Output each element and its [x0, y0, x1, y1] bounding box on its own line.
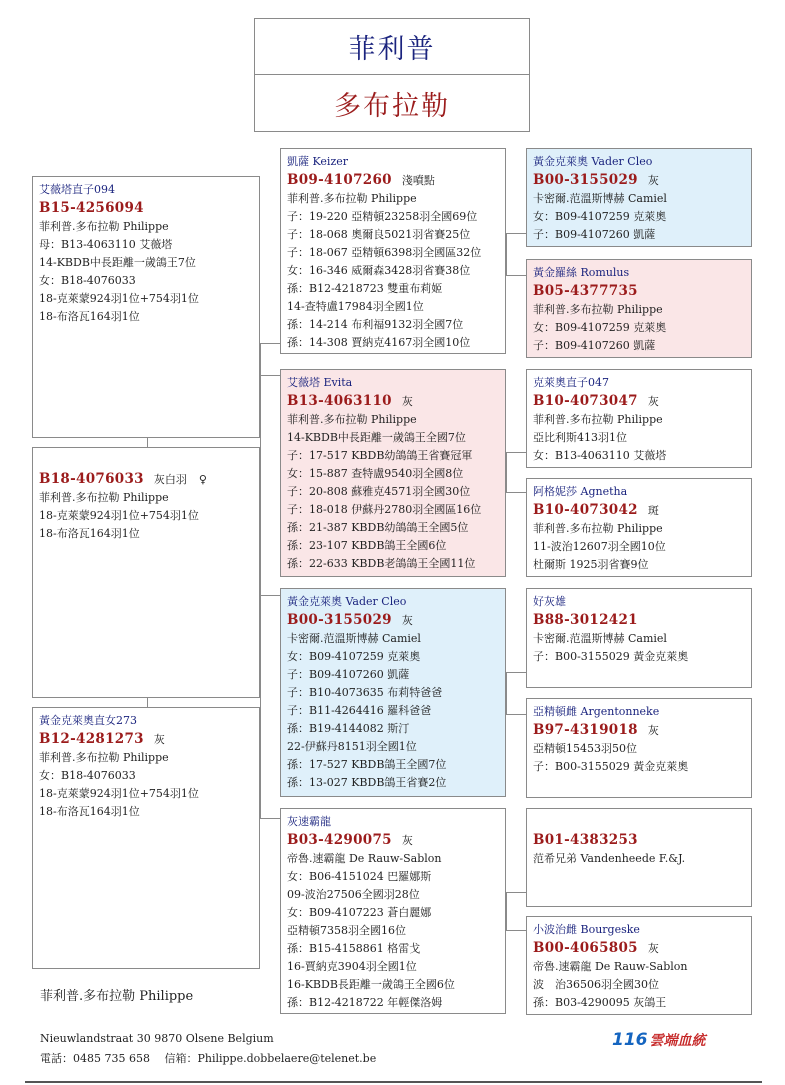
detail-line: 亞比利斯413羽1位	[533, 431, 627, 444]
connector	[506, 492, 526, 493]
detail-line: 子：19-220 亞精頓23258羽全國69位	[287, 210, 478, 223]
detail-line: 女：15-887 查特盧9540羽全國8位	[287, 467, 464, 480]
detail-line: 16-KBDB長距離一歲鴿王全國6位	[287, 978, 455, 991]
detail-line: 杜爾斯 1925羽省賽9位	[533, 558, 649, 571]
ring-number: B00-3155029	[533, 172, 638, 188]
pigeon-name: 亞精頓雌 Argentonneke	[533, 705, 660, 718]
detail-line: 孫：13-027 KBDB鴿王省賽2位	[287, 776, 447, 789]
detail-line: 18-克萊蒙924羽1位+754羽1位	[39, 787, 199, 800]
detail-line: 女：B09-4107259 克萊奧	[533, 321, 667, 334]
detail-line: 范希兄弟 Vandenheede F.&J.	[533, 852, 686, 865]
connector	[260, 375, 280, 376]
detail-line: 帝魯.速霸龍 De Rauw-Sablon	[287, 852, 442, 865]
detail-line: 孫：21-387 KBDB幼鴿鴿王全國5位	[287, 521, 469, 534]
ring-number: B01-4383253	[533, 832, 638, 848]
ring-number: B10-4073047	[533, 393, 638, 409]
connector	[260, 343, 280, 344]
detail-line: 孫：22-633 KBDB老鴿鴿王全國11位	[287, 557, 476, 570]
ring-number: B00-4065805	[533, 940, 638, 956]
detail-line: 孫：17-527 KBDB鴿王全國7位	[287, 758, 447, 771]
detail-line: 孫：B03-4290095 灰鴿王	[533, 996, 667, 1009]
logo-number: 116	[612, 1030, 648, 1050]
detail-line: 母：B13-4063110 艾薇塔	[39, 238, 173, 251]
pigeon-name: 凱薩 Keizer	[287, 155, 349, 168]
grandsire-2-card[interactable]	[526, 369, 752, 468]
ring-number: B03-4290075	[287, 832, 392, 848]
detail-line: 波 治36506羽全國30位	[533, 978, 659, 991]
detail-line: 子：17-517 KBDB幼鴿鴿王省賽冠軍	[287, 449, 473, 462]
pigeon-name: 灰速霸龍	[287, 815, 331, 828]
detail-line: 菲利普.多布拉勒 Philippe	[533, 303, 663, 316]
detail-line: 孫：B15-4158861 格雷戈	[287, 942, 421, 955]
detail-line: 菲利普.多布拉勒 Philippe	[39, 220, 169, 233]
pigeon-colour: 斑	[647, 504, 659, 517]
detail-line: 11-波治12607羽全國10位	[533, 540, 666, 553]
connector	[506, 275, 526, 276]
title-box	[254, 18, 530, 132]
pigeon-colour: 灰	[153, 733, 165, 746]
detail-line: 菲利普.多布拉勒 Philippe	[533, 413, 663, 426]
detail-line: 14-KBDB中長距離一歲鴿王7位	[39, 256, 196, 269]
pigeon-colour: 灰	[647, 395, 659, 408]
grandsire-4-card[interactable]	[526, 808, 752, 907]
detail-line: 孫：14-214 布利福9132羽全國7位	[287, 318, 464, 331]
ring-number: B00-3155029	[287, 612, 392, 628]
granddam-3-card[interactable]	[526, 698, 752, 798]
connector	[506, 452, 526, 453]
detail-line: 18-克萊蒙924羽1位+754羽1位	[39, 509, 199, 522]
pigeon-name: 好灰雄	[533, 595, 566, 608]
detail-line: 女：B09-4107259 克萊奧	[533, 210, 667, 223]
pigeon-colour: 灰	[647, 942, 659, 955]
connector	[260, 595, 280, 596]
ring-number: B05-4377735	[533, 283, 638, 299]
detail-line: 14-查特盧17984羽全國1位	[287, 300, 424, 313]
detail-line: 女：B18-4076033	[39, 274, 136, 287]
detail-line: 孫：23-107 KBDB鴿王全國6位	[287, 539, 447, 552]
connector	[506, 930, 526, 931]
pigeon-name: 艾薇塔直子094	[39, 183, 115, 196]
detail-line: 16-賈納克3904羽全國1位	[287, 960, 417, 973]
pigeon-name: 黃金克萊奧 Vader Cleo	[533, 155, 653, 168]
connector	[260, 818, 280, 819]
connector	[506, 233, 526, 234]
ring-number: B18-4076033	[39, 471, 144, 487]
ring-number: B13-4063110	[287, 393, 392, 409]
detail-line: 菲利普.多布拉勒 Philippe	[287, 192, 417, 205]
connector	[506, 233, 507, 275]
pigeon-colour: 灰	[401, 395, 413, 408]
sibling-sire-card[interactable]	[280, 588, 506, 797]
granddam-1-card[interactable]	[526, 259, 752, 358]
detail-line: 子：20-808 蘇雅克4571羽全國30位	[287, 485, 471, 498]
detail-line: 卡密爾.范溫斯博赫 Camiel	[287, 632, 421, 645]
footer-address: Nieuwlandstraat 30 9870 Olsene Belgium	[40, 1032, 274, 1045]
ring-number: B97-4319018	[533, 722, 638, 738]
grandsire-3-card[interactable]	[526, 588, 752, 688]
sibling-dam-card[interactable]	[280, 808, 506, 1014]
detail-line: 孫：B12-4218722 年輕傑洛姆	[287, 996, 443, 1009]
ring-number: B12-4281273	[39, 731, 144, 747]
detail-line: 子：B09-4107260 凱薩	[533, 228, 656, 241]
connector	[506, 452, 507, 492]
ring-number: B88-3012421	[533, 612, 638, 628]
detail-line: 14-KBDB中長距離一歲鴿王全國7位	[287, 431, 466, 444]
detail-line: 孫：B19-4144082 斯汀	[287, 722, 410, 735]
grandsire-1-card[interactable]	[526, 148, 752, 247]
connector	[147, 437, 148, 447]
owner-last-name: 多布拉勒	[334, 90, 450, 122]
connector	[506, 714, 526, 715]
detail-line: 子：B09-4107260 凱薩	[287, 668, 410, 681]
logo-text: 雲端血統	[649, 1033, 706, 1049]
connector	[506, 672, 526, 673]
ring-number: B15-4256094	[39, 200, 144, 216]
pigeon-colour: 淺噴點	[401, 174, 435, 187]
detail-line: 女：B13-4063110 艾薇塔	[533, 449, 667, 462]
detail-line: 女：B09-4107223 蒼白麗娜	[287, 906, 432, 919]
detail-line: 女：B18-4076033	[39, 769, 136, 782]
pigeon-name: 黃金克萊奧 Vader Cleo	[287, 595, 407, 608]
pigeon-colour: 灰白羽	[153, 473, 187, 486]
pigeon-name: 黃金羅絲 Romulus	[533, 266, 630, 279]
detail-line: 18-克萊蒙924羽1位+754羽1位	[39, 292, 199, 305]
female-sex-symbol: ♀	[198, 473, 207, 486]
detail-line: 女：B09-4107259 克萊奧	[287, 650, 421, 663]
sibling-pigeon-card[interactable]	[32, 707, 260, 969]
pigeon-colour: 灰	[647, 724, 659, 737]
footer-contact: 電話：0485 735 658 信箱：Philippe.dobbelaere@telenet.be	[40, 1052, 377, 1065]
detail-line: 子：B09-4107260 凱薩	[533, 339, 656, 352]
ring-number: B09-4107260	[287, 172, 392, 188]
owner-first-name: 菲利普	[255, 19, 529, 75]
detail-line: 女：16-346 威爾森3428羽省賽38位	[287, 264, 471, 277]
detail-line: 菲利普.多布拉勒 Philippe	[287, 413, 417, 426]
detail-line: 09-波治27506全國羽28位	[287, 888, 420, 901]
detail-line: 菲利普.多布拉勒 Philippe	[39, 751, 169, 764]
detail-line: 卡密爾.范溫斯博赫 Camiel	[533, 192, 667, 205]
connector	[506, 672, 507, 714]
detail-line: 孫：14-308 賈納克4167羽全國10位	[287, 336, 471, 349]
detail-line: 女：B06-4151024 巴羅娜斯	[287, 870, 432, 883]
owner-name: 菲利普.多布拉勒 Philippe	[40, 989, 194, 1004]
connector	[260, 343, 261, 819]
detail-line: 卡密爾.范溫斯博赫 Camiel	[533, 632, 667, 645]
detail-line: 18-布洛瓦164羽1位	[39, 310, 140, 323]
sire-card[interactable]	[280, 148, 506, 354]
detail-line: 菲利普.多布拉勒 Philippe	[533, 522, 663, 535]
detail-line: 子：B11-4264416 羅科爸爸	[287, 704, 432, 717]
detail-line: 子：18-018 伊蘇丹2780羽全國區16位	[287, 503, 482, 516]
detail-line: 亞精頓15453羽50位	[533, 742, 637, 755]
detail-line: 孫：B12-4218723 雙重布莉姬	[287, 282, 443, 295]
detail-line: 18-布洛瓦164羽1位	[39, 527, 140, 540]
ring-number: B10-4073042	[533, 502, 638, 518]
detail-line: 菲利普.多布拉勒 Philippe	[39, 491, 169, 504]
detail-line: 亞精頓7358羽全國16位	[287, 924, 406, 937]
bottom-rule	[25, 1081, 762, 1083]
detail-line: 22-伊蘇丹8151羽全國1位	[287, 740, 417, 753]
pigeon-name: 小波治雌 Bourgeske	[533, 923, 640, 936]
connector	[506, 892, 526, 893]
detail-line: 子：18-068 奧爾良5021羽省賽25位	[287, 228, 471, 241]
detail-line: 子：B10-4073635 布莉特爸爸	[287, 686, 443, 699]
dam-card[interactable]	[280, 369, 506, 577]
granddam-4-card[interactable]	[526, 916, 752, 1015]
middle-pigeon-card[interactable]	[32, 447, 260, 698]
detail-line: 子：18-067 亞精頓6398羽全國區32位	[287, 246, 482, 259]
detail-line: 帝魯.速霸龍 De Rauw-Sablon	[533, 960, 688, 973]
subject-pigeon-card[interactable]	[32, 176, 260, 438]
pigeon-name: 克萊奧直子047	[533, 376, 609, 389]
site-logo[interactable]	[612, 1030, 706, 1050]
detail-line: 18-布洛瓦164羽1位	[39, 805, 140, 818]
detail-line: 子：B00-3155029 黃金克萊奧	[533, 760, 689, 773]
pigeon-name: 艾薇塔 Evita	[287, 376, 353, 389]
pigeon-name: 黃金克萊奧直女273	[39, 714, 137, 727]
detail-line: 子：B00-3155029 黃金克萊奧	[533, 650, 689, 663]
granddam-2-card[interactable]	[526, 478, 752, 577]
pigeon-colour: 灰	[401, 614, 413, 627]
pigeon-colour: 灰	[401, 834, 413, 847]
connector	[147, 697, 148, 707]
connector	[506, 892, 507, 930]
pigeon-name: 阿格妮莎 Agnetha	[533, 485, 628, 498]
pigeon-colour: 灰	[647, 174, 659, 187]
